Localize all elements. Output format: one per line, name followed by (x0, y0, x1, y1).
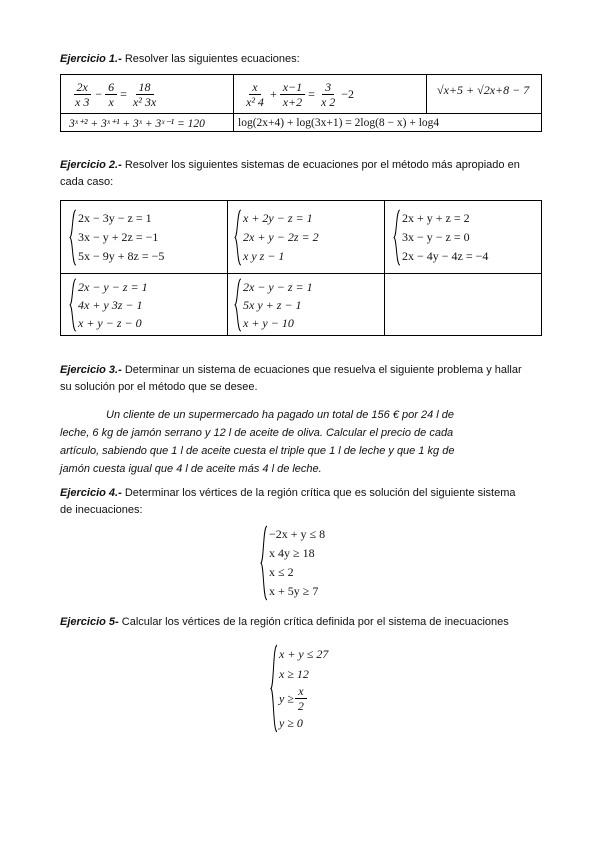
ex2-title: Ejercicio 2.- (60, 159, 122, 171)
ex2-line2: cada caso: (60, 176, 114, 188)
ex2-empty-cell (385, 274, 542, 336)
ex4-title: Ejercicio 4.- (60, 487, 122, 499)
ex3-line2: su solución por el método que se desee. (60, 381, 258, 393)
ex1-heading (60, 53, 300, 65)
ex2-line1: Resolver los siguientes sistemas de ecuaciones por el método más apropiado en (121, 159, 520, 171)
ex1-eq-a: $\frac{2x}{x 3}$ − $\frac{6}{x}$ = $\frac{18}{\text{x² 3x}}$ (61, 75, 234, 114)
ex1-text: Resolver las siguientes ecuaciones: (121, 53, 300, 65)
ex2-system-5: 2x − y − z = 1 5x y + z − 1 x + y − 10 (228, 274, 385, 336)
ex2-system-3: 2x + y + z = 2 3x − y − z = 0 2x − 4y − 4z = −4 (385, 201, 542, 274)
ex2-system-1: 2x − 3y − z = 1 3x − y + 2z = −1 5x − 9y + 8z = −5 (61, 201, 228, 274)
ex3-problem-line4: jamón cuesta igual que 4 l de aceite más 4 l de leche. (60, 463, 322, 475)
ex5-text: Calcular los vértices de la región crítica definida por el sistema de inecuaciones (118, 616, 509, 628)
ex2-system-2: x + 2y − z = 1 2x + y − 2z = 2 x y z − 1 (228, 201, 385, 274)
ex1-eq-d: 3ˣ⁺² + 3ˣ⁺¹ + 3ˣ + 3ˣ⁻¹ = 120 (61, 114, 234, 132)
ex2-heading (60, 157, 540, 191)
ex2-system-4: 2x − y − z = 1 4x + y 3z − 1 x + y − z − 0 (61, 274, 228, 336)
ex3-title: Ejercicio 3.- (60, 364, 122, 376)
ex3-problem-line3: artículo, sabiendo que 1 l de aceite cuesta el triple que 1 l de leche y que 1 kg de (60, 445, 455, 457)
ex5-heading (60, 616, 550, 628)
ex3-problem-line2: leche, 6 kg de jamón serrano y 12 l de aceite de oliva. Calcular el precio de cada (60, 427, 454, 439)
ex4-line2: de inecuaciones: (60, 504, 143, 516)
ex3-problem-line1: Un cliente de un supermercado ha pagado un total de 156 € por 24 l de (106, 409, 454, 421)
ex4-system: −2x + y ≤ 8 x 4y ≥ 18 x ≤ 2 x + 5y ≥ 7 (260, 525, 325, 601)
ex5-system: x + y ≤ 27 x ≥ 12 y ≥ $\frac{x}{2}$ y ≥ 0 (270, 644, 328, 733)
ex5-title: Ejercicio 5- (60, 616, 119, 628)
ex1-equations-table (60, 74, 542, 132)
ex3-line1: Determinar un sistema de ecuaciones que resuelva el siguiente problema y hallar (121, 364, 522, 376)
ex1-eq-e: log(2x+4) + log(3x+1) = 2log(8 − x) + log4 (234, 114, 542, 132)
ex1-eq-c: √x+5 + √2x+8 − 7 (427, 75, 542, 114)
ex3-problem (60, 406, 540, 478)
ex1-title: Ejercicio 1.- (60, 53, 122, 65)
ex3-heading (60, 362, 540, 396)
ex1-eq-b: $\frac{x}{\text{x² 4}}$ + $\frac{x-1}{x+2}$ = $\frac{3}{x 2}$ −2 (234, 75, 427, 114)
ex4-heading (60, 485, 540, 519)
ex2-systems-table (60, 200, 542, 336)
ex4-line1: Determinar los vértices de la región crítica que es solución del siguiente sistema (121, 487, 516, 499)
